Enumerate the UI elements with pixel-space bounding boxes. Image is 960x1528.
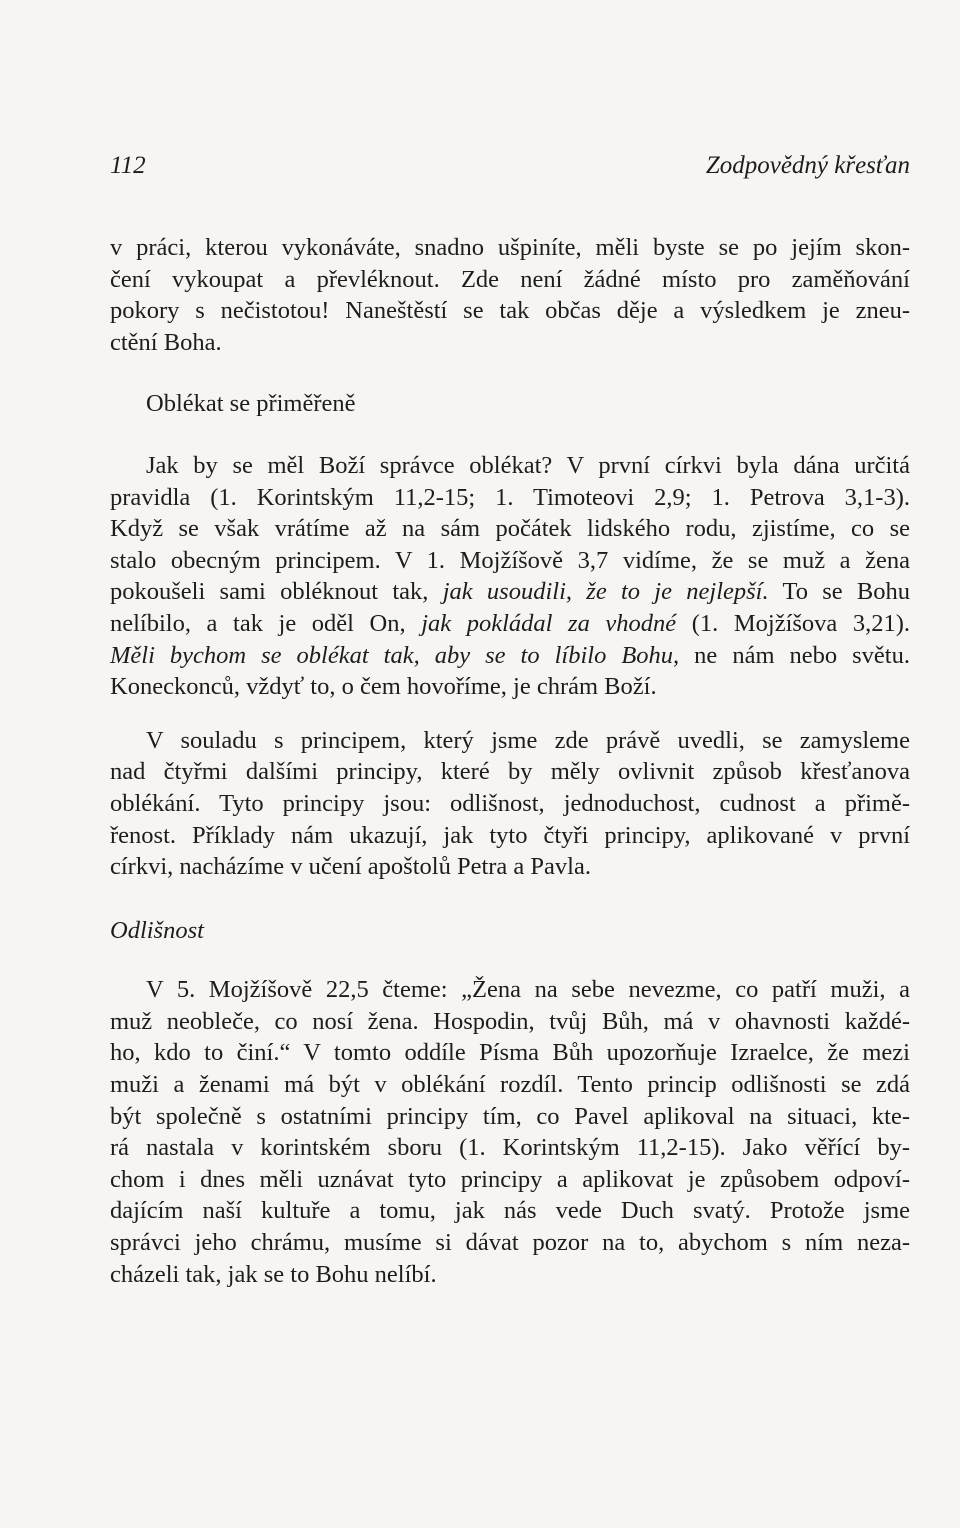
text-line: cházeli tak, jak se to Bohu nelíbí.	[110, 1260, 437, 1288]
text-line: ctění Boha.	[110, 328, 222, 356]
text-line: chom i dnes měli uznávat tyto principy a aplikovat je způsobem odpoví-	[110, 1165, 910, 1193]
text-line: Koneckonců, vždyť to, o čem hovoříme, je chrám Boží.	[110, 673, 657, 701]
paragraph-3	[110, 725, 910, 883]
text-segment: nelíbilo, a tak je oděl On,	[110, 609, 422, 637]
text-line: V souladu s principem, který jsme zde právě uvedli, se zamysleme	[146, 726, 910, 754]
text-line: řenost. Příklady nám ukazují, jak tyto čtyři principy, aplikované v první	[110, 821, 910, 849]
italic-segment: jak pokládal za vhodné	[421, 609, 677, 637]
text-line: pravidla (1. Korintským 11,2-15; 1. Timoteovi 2,9; 1. Petrova 3,1-3).	[110, 483, 910, 511]
italic-segment: Měli bychom se oblékat tak, aby se to líbilo Bohu,	[110, 641, 680, 669]
text-segment: (1. Mojžíšova 3,21).	[676, 609, 911, 637]
text-line: pokory s nečistotou! Naneštěstí se tak občas děje a výsledkem je zneu-	[110, 297, 910, 325]
text-line	[110, 608, 910, 640]
text-line: Když se však vrátíme až na sám počátek lidského rodu, zjistíme, co se	[110, 515, 910, 543]
text-segment: ne nám nebo světu.	[679, 641, 910, 669]
section-heading-obleka-primerene: Oblékat se přiměřeně	[146, 390, 356, 418]
text-line: V 5. Mojžíšově 22,5 čteme: „Žena na sebe nevezme, co patří muži, a	[146, 976, 910, 1004]
text-line: dajícím naší kultuře a tomu, jak nás vede Duch svatý. Protože jsme	[110, 1197, 910, 1225]
page-body	[110, 232, 910, 1290]
paragraph-1	[110, 232, 910, 358]
running-header	[110, 152, 910, 192]
page-number: 112	[110, 152, 146, 179]
paragraph-4	[110, 974, 910, 1290]
text-line: muži a ženami má být v oblékání rozdíl. Tento princip odlišnosti se zdá	[110, 1071, 910, 1099]
running-title: Zodpovědný křesťan	[705, 152, 910, 179]
text-line: církvi, nacházíme v učení apoštolů Petra a Pavla.	[110, 853, 591, 881]
text-line: muž neobleče, co nosí žena. Hospodin, tvůj Bůh, má v ohavnosti každé-	[110, 1007, 910, 1035]
text-line: nad čtyřmi dalšími principy, které by měly ovlivnit způsob křesťanova	[110, 758, 910, 786]
text-segment: pokoušeli sami obléknout tak,	[110, 578, 443, 606]
text-line: v práci, kterou vykonáváte, snadno ušpiníte, měli byste se po jejím skon-	[110, 234, 910, 261]
paragraph-2	[110, 450, 910, 703]
text-line: stalo obecným principem. V 1. Mojžíšově 3,7 vidíme, že se muž a žena	[110, 546, 910, 574]
text-line: čení vykoupat a převléknout. Zde není žádné místo pro zaměňování	[110, 265, 910, 293]
text-segment: To se Bohu	[768, 578, 911, 606]
section-heading-odlisnost: Odlišnost	[110, 916, 204, 944]
text-line: rá nastala v korintském sboru (1. Korintským 11,2-15). Jako věřící by-	[110, 1134, 910, 1162]
text-line: Jak by se měl Boží správce oblékat? V první církvi byla dána určitá	[146, 451, 910, 479]
text-line	[110, 576, 910, 608]
text-line: ho, kdo to činí.“ V tomto oddíle Písma Bůh upozorňuje Izraelce, že mezi	[110, 1039, 910, 1067]
paragraph-gap	[110, 703, 910, 725]
text-line: být společně s ostatními principy tím, co Pavel aplikoval na situaci, kte-	[110, 1102, 910, 1130]
italic-segment: jak usoudili, že to je nejlepší.	[442, 578, 769, 606]
text-line: oblékání. Tyto principy jsou: odlišnost, jednoduchost, cudnost a přimě-	[110, 789, 910, 817]
text-line	[110, 640, 910, 672]
text-line: správci jeho chrámu, musíme si dávat pozor na to, abychom s ním neza-	[110, 1229, 910, 1257]
